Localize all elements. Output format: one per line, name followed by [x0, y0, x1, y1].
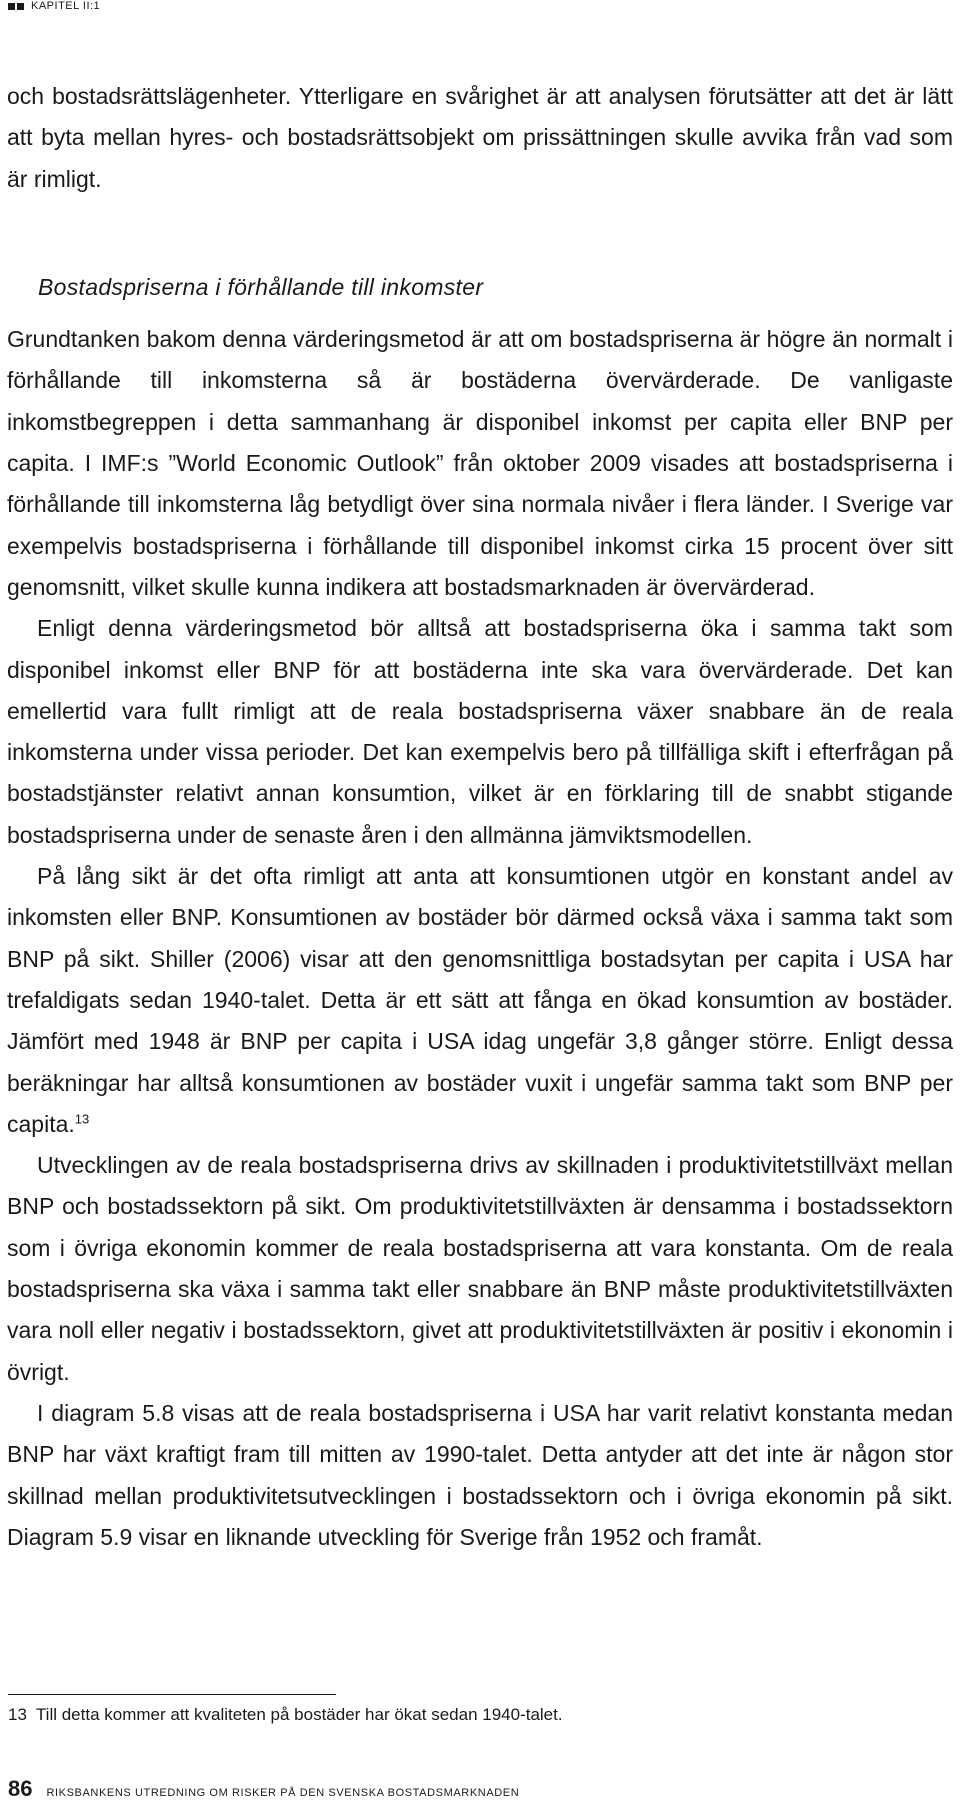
paragraph-1: Grundtanken bakom denna värderingsmetod är att om bostadspriserna är högre än normalt i förhållande till inkomsterna så är bostäderna övervärderade. De vanligaste inkomstbegreppen i detta sammanhang är disponibel inkomst per capita eller BNP per capita. I IMF:s ”World Economic Outlook” från oktober 2009 visades att bostadspriserna i förhållande till inkomsterna låg betydligt över sina normala nivåer i flera länder. I Sverige var exempelvis bostadspriserna i förhållande till disponibel inkomst cirka 15 procent över sitt genomsnitt, vilket skulle kunna indikera att bostadsmarknaden är övervärderad. — [7, 326, 953, 600]
paragraph-3-text: På lång sikt är det ofta rimligt att anta att konsumtionen utgör en konstant andel av inkomsten eller BNP. Konsumtionen av bostäder bör därmed också växa i samma takt som BNP på sikt. Shiller (2006) visar att den genomsnittliga bostadsytan per capita i USA har trefaldigats sedan 1940-talet. Detta är ett sätt att fånga en ökad konsumtion av bostäder. Jämfört med 1948 är BNP per capita i USA idag ungefär 3,8 gånger större. Enligt dessa beräkningar har alltså konsumtionen av bostäder vuxit i ungefär samma takt som BNP per capita. — [7, 863, 953, 1137]
running-head — [8, 0, 100, 12]
body-text — [7, 76, 953, 1558]
footnote-number: 13 — [8, 1705, 27, 1724]
publication-title: RIKSBANKENS UTREDNING OM RISKER PÅ DEN SVENSKA BOSTADSMARKNADEN — [46, 1787, 520, 1799]
page-footer — [8, 1776, 519, 1802]
section-heading: Bostadspriserna i förhållande till inkomster — [38, 273, 484, 300]
footnote-text: Till detta kommer att kvaliteten på bostäder har ökat sedan 1940-talet. — [35, 1705, 563, 1724]
paragraph-4: Utvecklingen av de reala bostadspriserna drivs av skillnaden i produktivitetstillväxt mellan BNP och bostadssektorn på sikt. Om produktivitetstillväxten är densamma i bostadssektorn som i övriga ekonomin kommer de reala bostadspriserna att vara konstanta. Om de reala bostadspriserna ska växa i samma takt eller snabbare än BNP måste produktivitetstillväxten vara noll eller negativ i bostadssektorn, givet att produktivitetstillväxten är positiv i ekonomin i övrigt. — [7, 1152, 953, 1385]
square-bullets-icon — [8, 3, 24, 10]
footnote — [8, 1703, 563, 1727]
footnote-ref: 13 — [74, 1111, 90, 1127]
paragraph-5: I diagram 5.8 visas att de reala bostadspriserna i USA har varit relativt konstanta medan BNP har växt kraftigt fram till mitten av 1990-talet. Detta antyder att det inte är någon stor skillnad mellan produktivitetsutvecklingen i bostadssektorn och i övriga ekonomin på sikt. Diagram 5.9 visar en liknande utveckling för Sverige från 1952 och framåt. — [7, 1399, 953, 1550]
chapter-label: KAPITEL II:1 — [31, 0, 101, 12]
paragraph-3 — [7, 856, 953, 1145]
paragraph-2: Enligt denna värderingsmetod bör alltså att bostadspriserna öka i samma takt som disponibel inkomst eller BNP för att bostäderna inte ska vara övervärderade. Det kan emellertid vara fullt rimligt att de reala bostadspriserna växer snabbare än de reala inkomsterna under vissa perioder. Det kan exempelvis bero på tillfälliga skift i efterfrågan på bostadstjänster relativt annan konsumtion, vilket är en förklaring till de snabbt stigande bostadspriserna under de senaste åren i den allmänna jämviktsmodellen. — [7, 615, 953, 848]
page-number: 86 — [8, 1776, 33, 1801]
footnote-divider — [8, 1694, 336, 1695]
paragraph-continued: och bostadsrättslägenheter. Ytterligare en svårighet är att analysen förutsätter att det är lätt att byta mellan hyres- och bostadsrättsobjekt om prissättningen skulle avvika från vad som är rimligt. — [7, 83, 953, 192]
